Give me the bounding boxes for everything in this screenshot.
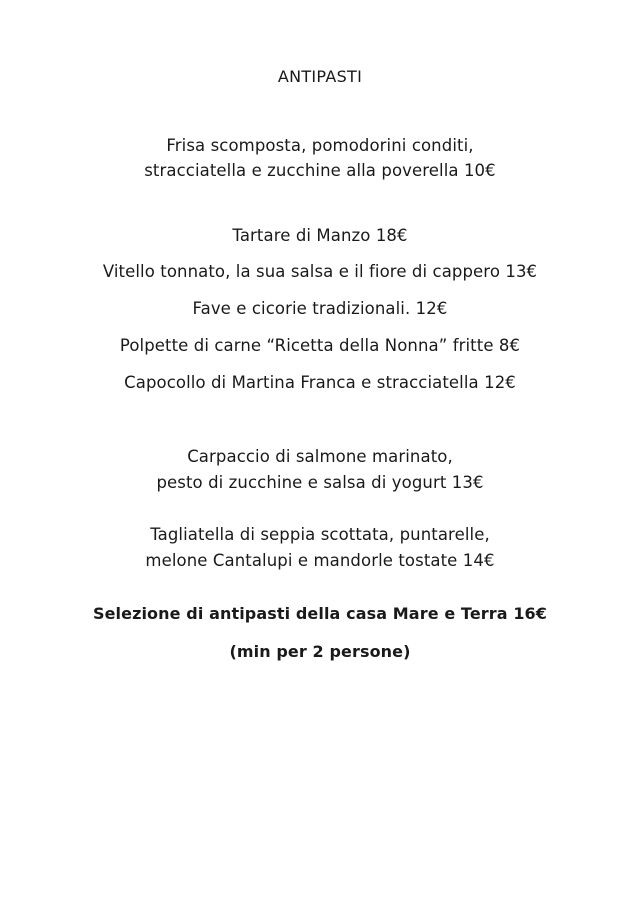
menu-item-polpette: Polpette di carne “Ricetta della Nonna” fritte 8€ <box>119 336 521 355</box>
menu-item-capocollo: Capocollo di Martina Franca e stracciatella 12€ <box>124 373 516 392</box>
menu-item-tartare: Tartare di Manzo 18€ <box>232 226 408 245</box>
menu-item-fave-cicorie: Fave e cicorie tradizionali. 12€ <box>192 299 448 318</box>
menu-item-line: Carpaccio di salmone marinato, <box>187 447 453 466</box>
menu-item-line: stracciatella e zucchine alla poverella 10€ <box>144 161 496 180</box>
menu-item-line: melone Cantalupi e mandorle tostate 14€ <box>145 551 495 570</box>
menu-title: ANTIPASTI <box>277 67 363 86</box>
menu-special-selection: Selezione di antipasti della casa Mare e Terra 16€ <box>92 604 548 623</box>
menu-item-line: pesto di zucchine e salsa di yogurt 13€ <box>156 473 484 492</box>
menu-item-line: Tagliatella di seppia scottata, puntarelle, <box>150 525 490 544</box>
menu-item-vitello-tonnato: Vitello tonnato, la sua salsa e il fiore di cappero 13€ <box>102 262 538 281</box>
menu-item-line: Frisa scomposta, pomodorini conditi, <box>166 136 474 155</box>
menu-special-note: (min per 2 persone) <box>229 642 411 661</box>
